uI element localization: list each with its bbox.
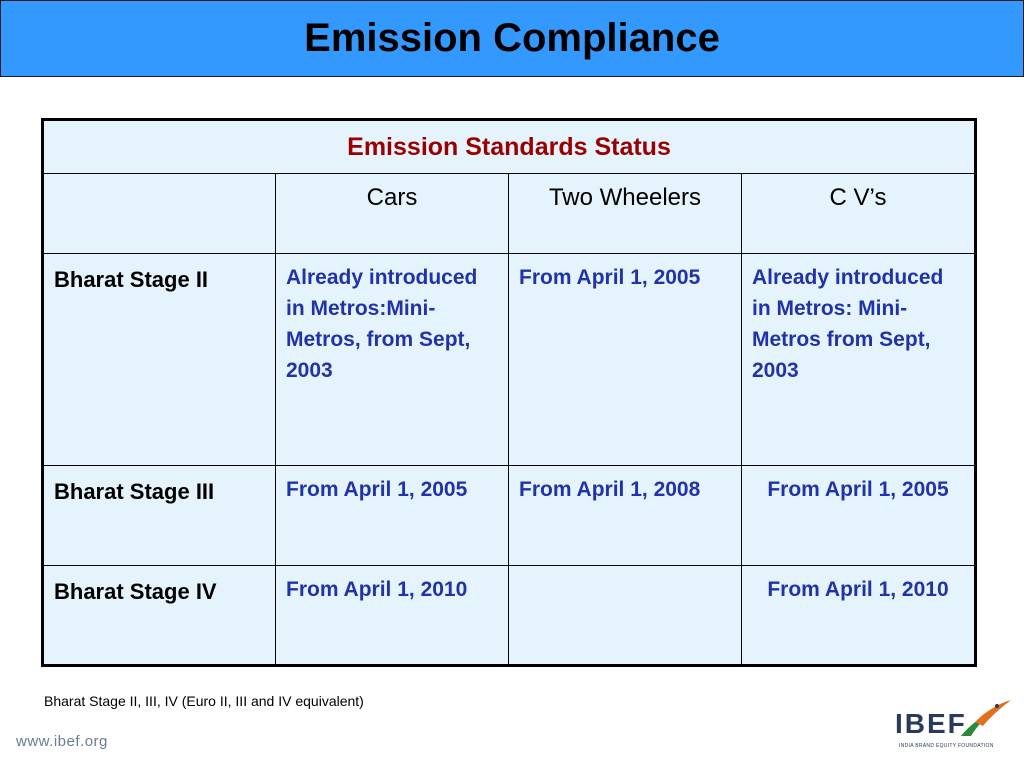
table-header-row <box>43 174 976 254</box>
table-caption-row <box>43 120 976 174</box>
cell-cvs-stage-iii: From April 1, 2005 <box>742 466 976 566</box>
column-header-empty <box>43 174 276 254</box>
table-caption: Emission Standards Status <box>43 120 976 174</box>
row-header-stage-iii: Bharat Stage III <box>43 466 276 566</box>
table-row <box>43 254 976 466</box>
cell-two-wheelers-stage-iii: From April 1, 2008 <box>509 466 742 566</box>
row-header-stage-iv: Bharat Stage IV <box>43 566 276 666</box>
logo-tagline: INDIA BRAND EQUITY FOUNDATION <box>899 743 994 749</box>
column-header-cars: Cars <box>276 174 509 254</box>
page-title: Emission Compliance <box>304 16 720 60</box>
row-header-stage-ii: Bharat Stage II <box>43 254 276 466</box>
cell-cars-stage-iii: From April 1, 2005 <box>276 466 509 566</box>
website-link[interactable]: www.ibef.org <box>16 733 108 750</box>
footnote: Bharat Stage II, III, IV (Euro II, III and IV equivalent) <box>44 693 364 709</box>
logo-text: IBEF <box>895 708 967 739</box>
column-header-two-wheelers: Two Wheelers <box>509 174 742 254</box>
column-header-cvs: C V’s <box>742 174 976 254</box>
cell-two-wheelers-stage-ii: From April 1, 2005 <box>509 254 742 466</box>
title-bar <box>0 0 1024 77</box>
cell-cvs-stage-iv: From April 1, 2010 <box>742 566 976 666</box>
cell-two-wheelers-stage-iv <box>509 566 742 666</box>
ibef-logo <box>895 696 1010 754</box>
cell-cars-stage-ii: Already introduced in Metros:Mini-Metros, from Sept, 2003 <box>276 254 509 466</box>
table-row <box>43 466 976 566</box>
emission-standards-table <box>41 118 977 667</box>
cell-cvs-stage-ii: Already introduced in Metros: Mini-Metros from Sept, 2003 <box>742 254 976 466</box>
cell-cars-stage-iv: From April 1, 2010 <box>276 566 509 666</box>
ibef-bird-logo-icon <box>955 696 1015 740</box>
table-row <box>43 566 976 666</box>
